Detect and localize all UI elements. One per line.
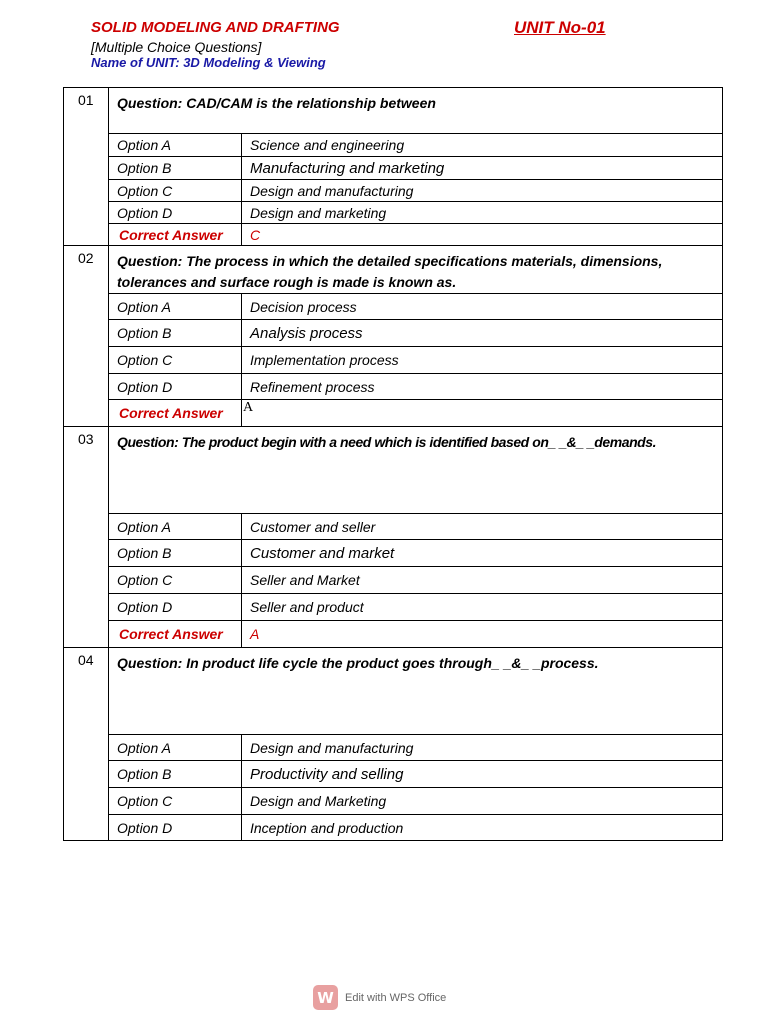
option-row xyxy=(64,815,723,841)
option-row xyxy=(64,567,723,594)
question-number: 01 xyxy=(64,88,109,246)
question-text: Question: The product begin with a need which is identified based on_ _&_ _demands. xyxy=(109,427,723,514)
correct-answer-value: A xyxy=(242,621,723,648)
answer-row xyxy=(64,400,723,427)
option-row xyxy=(64,320,723,347)
question-text: Question: In product life cycle the product goes through_ _&_ _process. xyxy=(109,648,723,735)
option-text: Seller and Market xyxy=(242,567,723,594)
option-text: Decision process xyxy=(242,294,723,320)
correct-answer-label: Correct Answer xyxy=(109,224,242,246)
question-text: Question: The process in which the detailed specifications materials, dimensions, tolerances and surface rough is made is known as. xyxy=(109,246,723,294)
correct-answer-label: Correct Answer xyxy=(109,621,242,648)
correct-answer-value: A xyxy=(242,400,723,427)
question-row xyxy=(64,88,723,134)
question-number: 03 xyxy=(64,427,109,648)
option-row xyxy=(64,347,723,374)
option-text: Manufacturing and marketing xyxy=(242,157,723,180)
question-row xyxy=(64,427,723,514)
option-label: Option D xyxy=(109,594,242,621)
answer-row xyxy=(64,224,723,246)
option-label: Option B xyxy=(109,320,242,347)
option-row xyxy=(64,594,723,621)
option-text: Seller and product xyxy=(242,594,723,621)
answer-row xyxy=(64,621,723,648)
option-row xyxy=(64,514,723,540)
option-text: Customer and market xyxy=(242,540,723,567)
correct-answer-value: C xyxy=(242,224,723,246)
question-row xyxy=(64,246,723,294)
unit-name: Name of UNIT: 3D Modeling & Viewing xyxy=(91,55,326,70)
option-row xyxy=(64,788,723,815)
option-row xyxy=(64,761,723,788)
option-text: Refinement process xyxy=(242,374,723,400)
question-number: 02 xyxy=(64,246,109,427)
option-row xyxy=(64,180,723,202)
option-text: Design and manufacturing xyxy=(242,735,723,761)
option-text: Productivity and selling xyxy=(242,761,723,788)
option-label: Option C xyxy=(109,567,242,594)
option-label: Option C xyxy=(109,788,242,815)
option-label: Option C xyxy=(109,180,242,202)
mcq-table xyxy=(63,87,723,841)
option-label: Option B xyxy=(109,540,242,567)
correct-answer-label: Correct Answer xyxy=(109,400,242,427)
option-label: Option A xyxy=(109,134,242,157)
option-label: Option A xyxy=(109,514,242,540)
edit-with-wps-label: Edit with WPS Office xyxy=(345,991,447,1004)
option-text: Design and marketing xyxy=(242,202,723,224)
document-subtitle: [Multiple Choice Questions] xyxy=(91,39,262,55)
edit-with-wps-button[interactable] xyxy=(313,985,446,1010)
option-label: Option D xyxy=(109,374,242,400)
unit-number: UNIT No-01 xyxy=(514,18,606,37)
option-text: Science and engineering xyxy=(242,134,723,157)
option-row xyxy=(64,202,723,224)
document-title: SOLID MODELING AND DRAFTING xyxy=(91,19,340,36)
option-label: Option A xyxy=(109,735,242,761)
option-label: Option B xyxy=(109,761,242,788)
option-row xyxy=(64,540,723,567)
option-label: Option A xyxy=(109,294,242,320)
option-label: Option D xyxy=(109,202,242,224)
option-text: Design and manufacturing xyxy=(242,180,723,202)
question-text: Question: CAD/CAM is the relationship between xyxy=(109,88,723,134)
option-text: Customer and seller xyxy=(242,514,723,540)
option-row xyxy=(64,374,723,400)
option-row xyxy=(64,134,723,157)
option-label: Option B xyxy=(109,157,242,180)
option-row xyxy=(64,157,723,180)
option-text: Design and Marketing xyxy=(242,788,723,815)
question-row xyxy=(64,648,723,735)
option-label: Option C xyxy=(109,347,242,374)
wps-logo-icon: W xyxy=(313,985,338,1010)
option-text: Implementation process xyxy=(242,347,723,374)
question-number: 04 xyxy=(64,648,109,841)
option-text: Analysis process xyxy=(242,320,723,347)
option-text: Inception and production xyxy=(242,815,723,841)
option-row xyxy=(64,735,723,761)
option-row xyxy=(64,294,723,320)
option-label: Option D xyxy=(109,815,242,841)
